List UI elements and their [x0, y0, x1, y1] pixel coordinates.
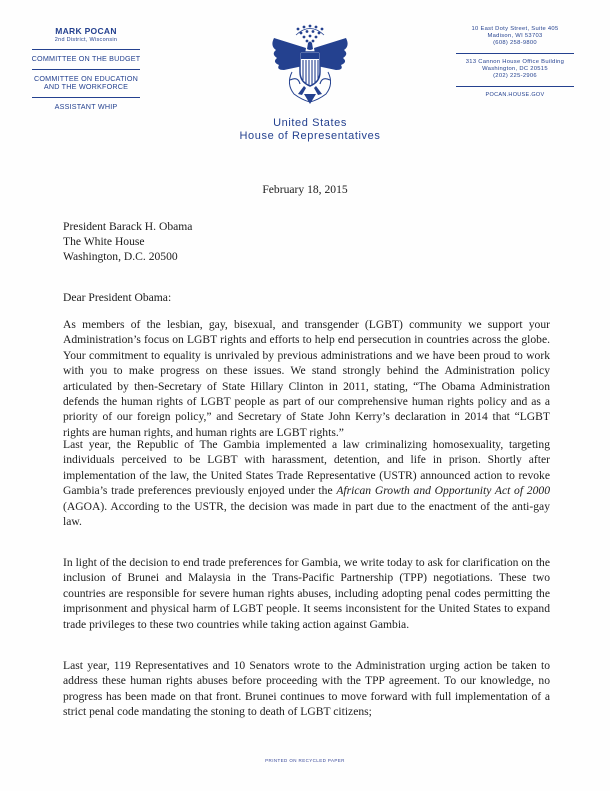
paragraph-1: As members of the lesbian, gay, bisexual, and transgender (LGBT) community we support your Administration’s focus on LGBT rights and efforts to help end persecution in countries across the globe. Your commitment to equality is unrivaled by previous administrations and we have been proud to work with you to make progress on these issues. We stand strongly behind the Administration policy articulated by then-Secretary of State Hillary Clinton in 2011, stating, “The Obama Administration defends the human rights of LGBT people as part of our comprehensive human rights policy and as a priority of our foreign policy,” and Secretary of State John Kerry’s declaration in 2014 that “LGBT rights are human rights, and human rights are LGBT rights.”: [63, 318, 550, 439]
website: POCAN.HOUSE.GOV: [485, 92, 545, 98]
seal-stars: [297, 25, 324, 43]
paragraph-4: Last year, 119 Representatives and 10 Senators wrote to the Administration urging action be taken to address these human rights abuses before proceeding with the TPP agreement. To our knowledge, no progress has been made on that front. Brunei continues to move forward with full implementation of a strict penal code mandating the stoning to death of LGBT citizens;: [63, 659, 550, 719]
divider: [32, 49, 140, 50]
institution-title: [205, 117, 415, 142]
paragraph-3: In light of the decision to end trade preferences for Gambia, we write today to ask for clarification on the inclusion of Brunei and Malaysia in the Trans-Pacific Partnership (TPP) negotiations. These two countries are responsible for severe human rights abuses, including adopting penal codes permitting the imprisonment and physical harm of LGBT people. It seems inconsistent for the United States to expand trade privileges to these two countries while taking action against Gambia.: [63, 556, 550, 631]
recipient-city: Washington, D.C. 20500: [63, 250, 178, 263]
letter-date: February 18, 2015: [262, 183, 348, 196]
paragraph-2: Last year, the Republic of The Gambia implemented a law criminalizing homosexuality, targeting individuals perceived to be LGBT with harassment, detention, and life in prison. Shortly after implementation of the law, the United States Trade Representative (USTR) announced action to revoke Gambia’s trade preferences previously enjoyed under the African Growth and Opportunity Act of 2000 (AGOA). According to the USTR, the decision was made in part due to the enactment of the anti-gay law.: [63, 438, 550, 529]
member-district: 2nd District, Wisconsin: [54, 37, 118, 43]
madison-office: 10 East Doty Street, Suite 405 Madison, WI 53703 (608) 258-9800: [471, 26, 559, 46]
salutation: Dear President Obama:: [63, 291, 172, 304]
member-name: MARK POCAN: [55, 26, 117, 36]
committee-education: COMMITTEE ON EDUCATION AND THE WORKFORCE: [33, 74, 139, 91]
divider: [32, 69, 140, 70]
divider: [456, 86, 574, 87]
great-seal-eagle-icon: [268, 24, 352, 110]
assistant-whip: ASSISTANT WHIP: [54, 102, 118, 111]
institution-line-1: United States: [273, 117, 347, 129]
act-title: African Growth and Opportunity Act of 2000: [336, 484, 550, 498]
recipient-org: The White House: [63, 235, 145, 248]
office-addresses: [440, 26, 590, 98]
member-info: [16, 26, 156, 111]
washington-office: 313 Cannon House Office Building Washington, DC 20515 (202) 225-2906: [465, 59, 565, 79]
recipient-address: [63, 219, 192, 264]
divider: [456, 53, 574, 54]
recycled-paper-note: PRINTED ON RECYCLED PAPER: [265, 758, 345, 763]
institution-line-2: House of Representatives: [239, 129, 381, 142]
recipient-name: President Barack H. Obama: [63, 220, 193, 233]
committee-budget: COMMITTEE ON THE BUDGET: [31, 54, 141, 63]
divider: [32, 97, 140, 98]
